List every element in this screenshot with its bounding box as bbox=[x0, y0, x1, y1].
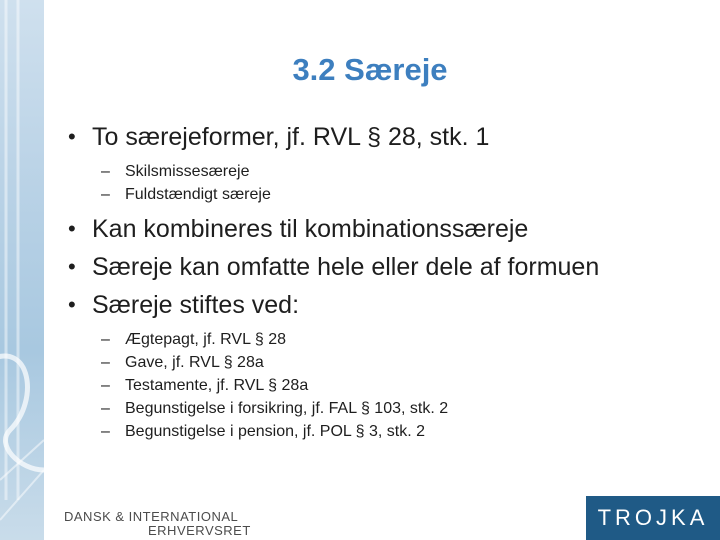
bullet-item bbox=[62, 286, 702, 443]
bullet-item bbox=[62, 118, 702, 206]
sub-bullet-item: – Ægtepagt, jf. RVL § 28 bbox=[92, 328, 702, 351]
sub-bullet-item: – Fuldstændigt særeje bbox=[92, 183, 702, 206]
footer-brand bbox=[64, 510, 251, 538]
bullet-item bbox=[62, 210, 702, 248]
bullet-list bbox=[62, 118, 702, 447]
slide-title: 3.2 Særeje bbox=[292, 52, 448, 87]
sub-bullet-item: – Begunstigelse i pension, jf. POL § 3, stk. 2 bbox=[92, 420, 702, 443]
decorative-side-image bbox=[0, 0, 44, 540]
bullet-text: Særeje kan omfatte hele eller dele af formuen bbox=[92, 253, 600, 281]
sub-bullet-item: – Testamente, jf. RVL § 28a bbox=[92, 374, 702, 397]
brand-line-2: ERHVERVSRET bbox=[148, 523, 251, 538]
brand-line-1: DANSK & INTERNATIONAL bbox=[64, 509, 239, 524]
bullet-text: Kan kombineres til kombinationssæreje bbox=[92, 215, 529, 243]
trojka-logo: TROJKA bbox=[586, 496, 720, 540]
bullet-text: Særeje stiftes ved: bbox=[92, 291, 300, 319]
sub-bullet-list bbox=[92, 160, 702, 206]
sub-bullet-item: – Gave, jf. RVL § 28a bbox=[92, 351, 702, 374]
sub-bullet-list bbox=[92, 328, 702, 443]
bullet-item bbox=[62, 248, 702, 286]
sub-bullet-item: – Begunstigelse i forsikring, jf. FAL § 103, stk. 2 bbox=[92, 397, 702, 420]
bullet-text: To særejeformer, jf. RVL § 28, stk. 1 bbox=[92, 123, 490, 151]
sub-bullet-item: – Skilsmissesæreje bbox=[92, 160, 702, 183]
